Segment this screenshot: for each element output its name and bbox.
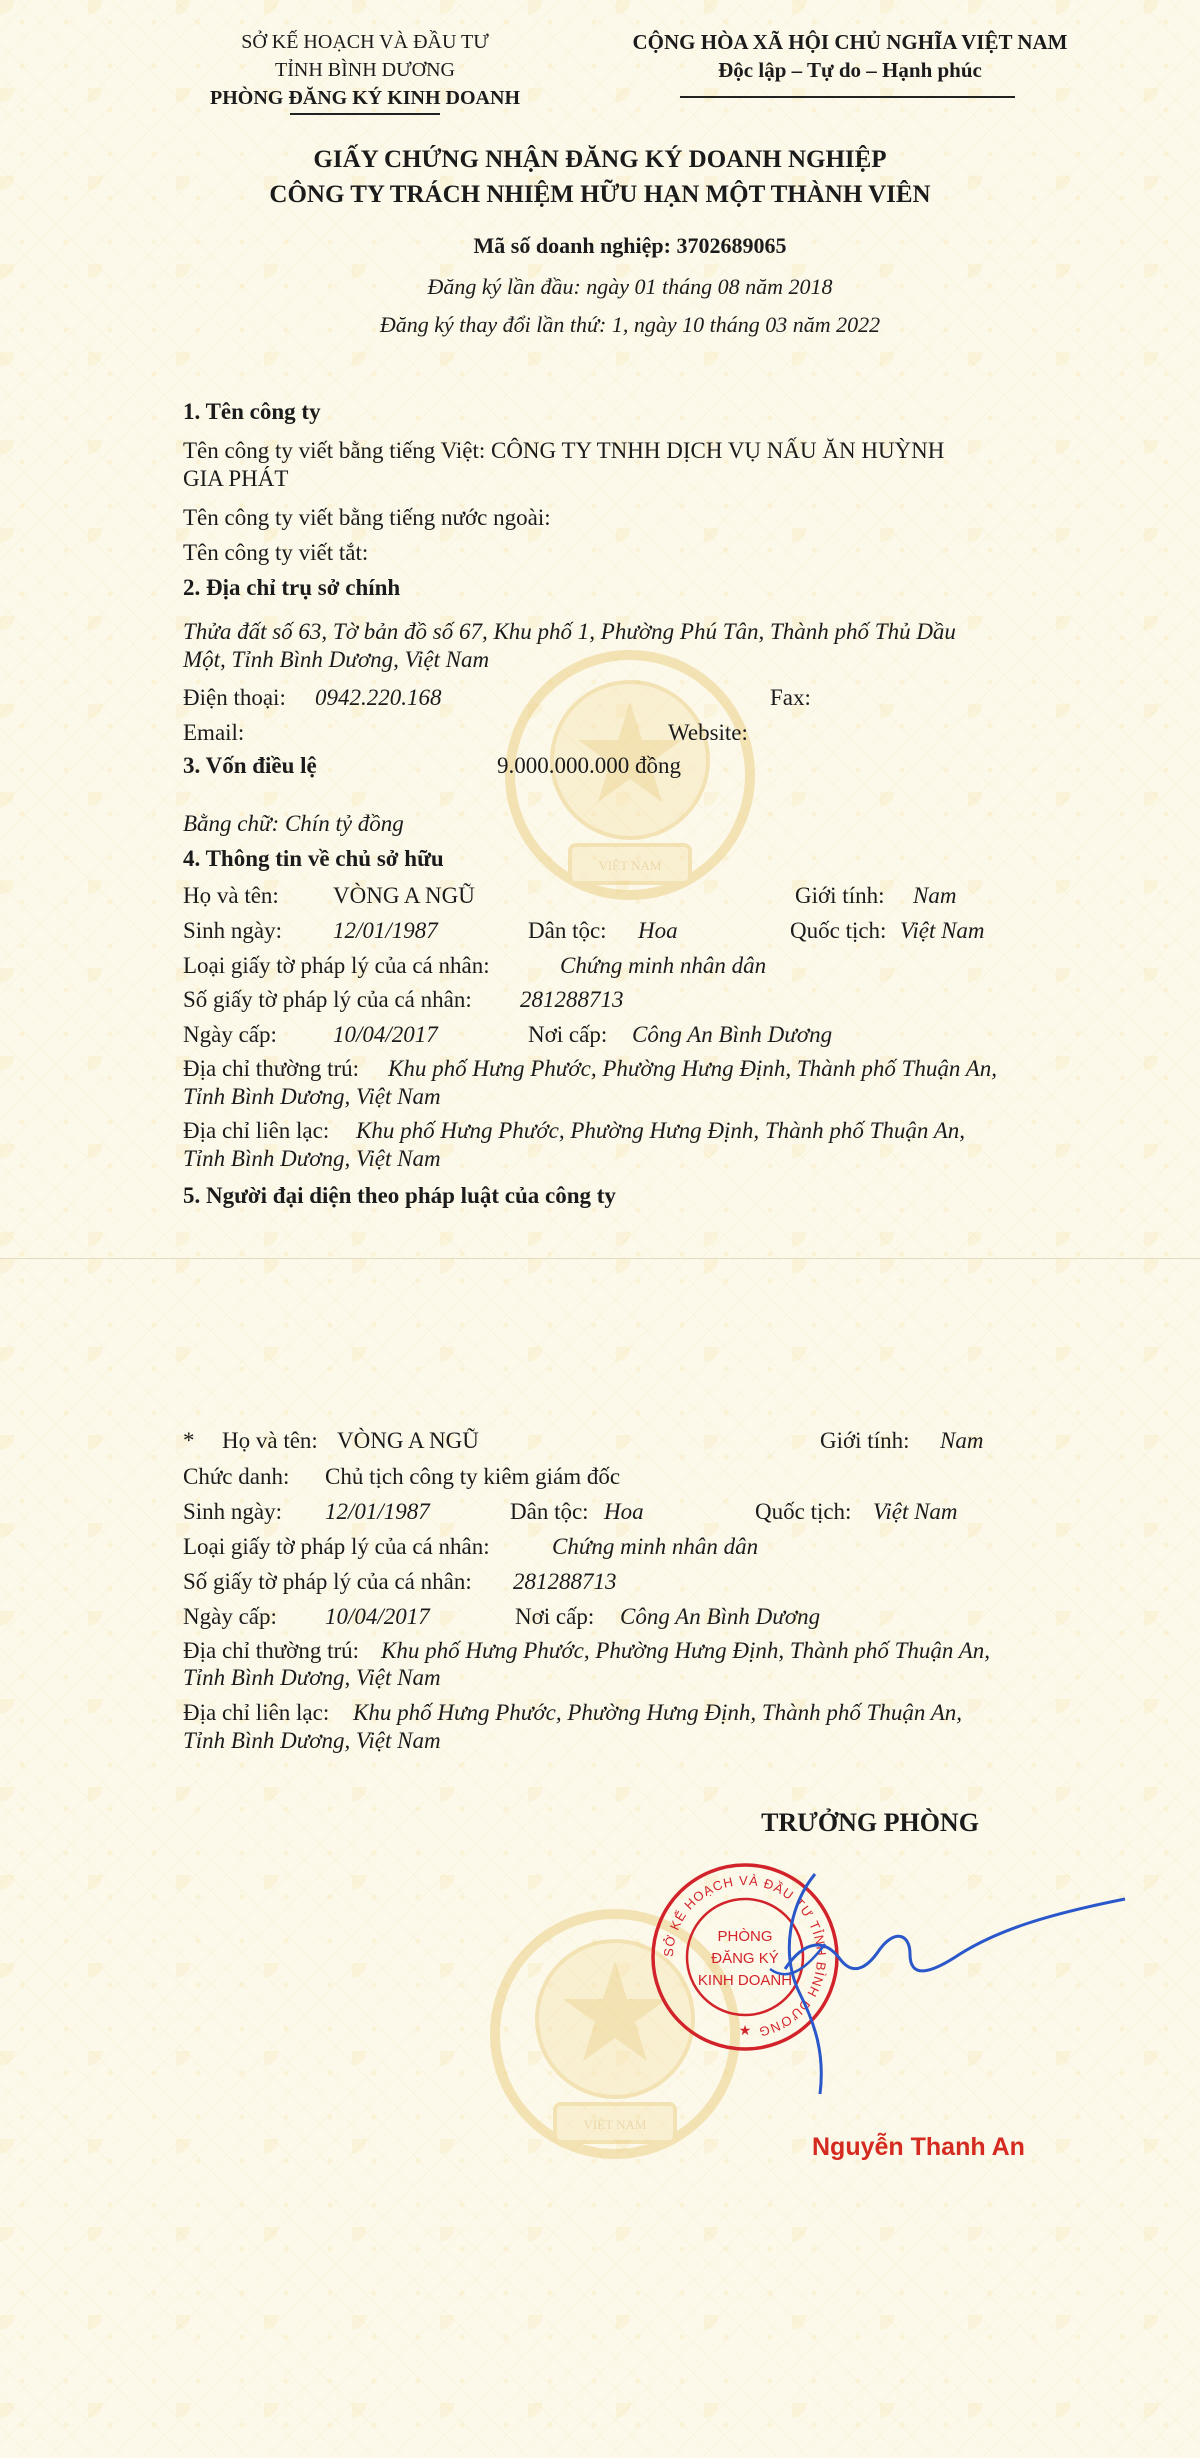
company-foreign-name: Tên công ty viết bằng tiếng nước ngoài: bbox=[183, 505, 551, 530]
rep-perm-address-line2: Tỉnh Bình Dương, Việt Nam bbox=[183, 1665, 441, 1690]
owner-perm-address-line1: Khu phố Hưng Phước, Phường Hưng Định, Thành phố Thuận An, bbox=[388, 1056, 998, 1081]
rep-title-value: Chủ tịch công ty kiêm giám đốc bbox=[325, 1464, 621, 1489]
owner-dob-label: Sinh ngày: bbox=[183, 918, 283, 943]
section5-heading: 5. Người đại diện theo pháp luật của công ty bbox=[183, 1183, 616, 1208]
owner-perm-address-label: Địa chỉ thường trú: bbox=[183, 1056, 360, 1081]
rep-contact-address-line2: Tỉnh Bình Dương, Việt Nam bbox=[183, 1728, 441, 1753]
enterprise-code: Mã số doanh nghiệp: 3702689065 bbox=[473, 233, 787, 258]
rep-nationality-label: Quốc tịch: bbox=[755, 1499, 852, 1524]
owner-name-value: VÒNG A NGŨ bbox=[333, 883, 475, 908]
rep-name-label: Họ và tên: bbox=[222, 1428, 318, 1453]
owner-issue-date-value: 10/04/2017 bbox=[333, 1022, 438, 1047]
company-vn-name-line1: Tên công ty viết bằng tiếng Việt: CÔNG TY TNHH DỊCH VỤ NẤU ĂN HUỲNH bbox=[183, 438, 945, 463]
rep-issue-date-value: 10/04/2017 bbox=[325, 1604, 430, 1629]
website-label: Website: bbox=[668, 720, 748, 745]
section3-heading: 3. Vốn điều lệ bbox=[183, 753, 317, 778]
rep-issue-date-label: Ngày cấp: bbox=[183, 1604, 277, 1629]
header-right-underline bbox=[680, 96, 1015, 98]
signer-role: TRƯỞNG PHÒNG bbox=[761, 1808, 979, 1837]
stamp-center-line1: PHÒNG bbox=[717, 1928, 773, 1945]
stamp-center-line2: ĐĂNG KÝ bbox=[711, 1950, 779, 1967]
emblem-ribbon-text-2: VIỆT NAM bbox=[583, 2117, 647, 2132]
owner-nationality-label: Quốc tịch: bbox=[790, 918, 887, 943]
owner-contact-address-line1: Khu phố Hưng Phước, Phường Hưng Định, Thành phố Thuận An, bbox=[356, 1118, 966, 1143]
head-office-address-line2: Một, Tỉnh Bình Dương, Việt Nam bbox=[183, 647, 490, 672]
owner-nationality-value: Việt Nam bbox=[900, 918, 985, 943]
rep-name-value: VÒNG A NGŨ bbox=[337, 1428, 479, 1453]
signer-name: Nguyễn Thanh An bbox=[812, 2133, 1025, 2161]
owner-doc-no-value: 281288713 bbox=[520, 987, 624, 1012]
header-left-line3: PHÒNG ĐĂNG KÝ KINH DOANH bbox=[210, 87, 520, 109]
owner-contact-address-label: Địa chỉ liên lạc: bbox=[183, 1118, 330, 1143]
owner-gender-value: Nam bbox=[913, 883, 957, 908]
rep-gender-label: Giới tính: bbox=[820, 1428, 910, 1453]
owner-doc-no-label: Số giấy tờ pháp lý của cá nhân: bbox=[183, 987, 472, 1012]
section1-heading: 1. Tên công ty bbox=[183, 399, 321, 424]
email-label: Email: bbox=[183, 720, 245, 745]
header-right-line1: CỘNG HÒA XÃ HỘI CHỦ NGHĨA VIỆT NAM bbox=[632, 30, 1068, 54]
owner-issue-place-label: Nơi cấp: bbox=[528, 1022, 608, 1047]
owner-dob-value: 12/01/1987 bbox=[333, 918, 438, 943]
rep-contact-address-line1: Khu phố Hưng Phước, Phường Hưng Định, Thành phố Thuận An, bbox=[353, 1700, 963, 1725]
rep-issue-place-label: Nơi cấp: bbox=[515, 1604, 595, 1629]
phone-label: Điện thoại: bbox=[183, 685, 286, 710]
rep-nationality-value: Việt Nam bbox=[873, 1499, 958, 1524]
rep-ethnic-value: Hoa bbox=[604, 1499, 644, 1524]
rep-dob-label: Sinh ngày: bbox=[183, 1499, 283, 1524]
rep-perm-address-line1: Khu phố Hưng Phước, Phường Hưng Định, Thành phố Thuận An, bbox=[381, 1638, 991, 1663]
header-left-underline bbox=[290, 113, 440, 115]
rep-ethnic-label: Dân tộc: bbox=[510, 1499, 589, 1524]
owner-contact-address-line2: Tỉnh Bình Dương, Việt Nam bbox=[183, 1146, 441, 1171]
charter-capital: 9.000.000.000 đồng bbox=[497, 753, 681, 778]
stamp-center-line3: KINH DOANH bbox=[697, 1972, 793, 1989]
rep-issue-place-value: Công An Bình Dương bbox=[620, 1604, 821, 1629]
header-left-line2: TỈNH BÌNH DƯƠNG bbox=[275, 59, 455, 81]
section2-heading: 2. Địa chỉ trụ sở chính bbox=[183, 575, 401, 600]
owner-ethnic-value: Hoa bbox=[638, 918, 678, 943]
rep-gender-value: Nam bbox=[940, 1428, 984, 1453]
company-vn-name-line2: GIA PHÁT bbox=[183, 466, 289, 491]
national-emblem-watermark bbox=[470, 640, 790, 940]
owner-perm-address-line2: Tỉnh Bình Dương, Việt Nam bbox=[183, 1084, 441, 1109]
section4-heading: 4. Thông tin về chủ sở hữu bbox=[183, 846, 444, 871]
amendment-date: Đăng ký thay đổi lần thứ: 1, ngày 10 tháng 03 năm 2022 bbox=[379, 312, 881, 337]
handwritten-signature bbox=[730, 1844, 1130, 2124]
rep-doc-no-label: Số giấy tờ pháp lý của cá nhân: bbox=[183, 1569, 472, 1594]
rep-title-label: Chức danh: bbox=[183, 1464, 290, 1489]
owner-doc-type-label: Loại giấy tờ pháp lý của cá nhân: bbox=[183, 953, 490, 978]
document-title: GIẤY CHỨNG NHẬN ĐĂNG KÝ DOANH NGHIỆP bbox=[313, 146, 887, 173]
owner-issue-date-label: Ngày cấp: bbox=[183, 1022, 277, 1047]
page-2 bbox=[0, 1258, 1200, 2458]
header-left-line1: SỞ KẾ HOẠCH VÀ ĐẦU TƯ bbox=[241, 31, 489, 53]
owner-gender-label: Giới tính: bbox=[795, 883, 885, 908]
representative-bullet: * bbox=[183, 1428, 195, 1453]
rep-contact-address-label: Địa chỉ liên lạc: bbox=[183, 1700, 330, 1725]
owner-ethnic-label: Dân tộc: bbox=[528, 918, 607, 943]
rep-dob-value: 12/01/1987 bbox=[325, 1499, 430, 1524]
rep-doc-type-value: Chứng minh nhân dân bbox=[552, 1534, 759, 1559]
rep-doc-type-label: Loại giấy tờ pháp lý của cá nhân: bbox=[183, 1534, 490, 1559]
charter-capital-words: Bằng chữ: Chín tỷ đồng bbox=[183, 811, 404, 836]
stamp-star-icon: ★ bbox=[738, 2024, 752, 2039]
company-short-name: Tên công ty viết tắt: bbox=[183, 540, 369, 565]
rep-doc-no-value: 281288713 bbox=[513, 1569, 617, 1594]
owner-issue-place-value: Công An Bình Dương bbox=[632, 1022, 833, 1047]
stamp-ring-text: SỞ KẾ HOẠCH VÀ ĐẦU TƯ TỈNH BÌNH DƯƠNG bbox=[660, 1872, 830, 2040]
owner-doc-type-value: Chứng minh nhân dân bbox=[560, 953, 767, 978]
rep-perm-address-label: Địa chỉ thường trú: bbox=[183, 1638, 360, 1663]
header-right-line2: Độc lập – Tự do – Hạnh phúc bbox=[718, 58, 982, 82]
fax-label: Fax: bbox=[770, 685, 811, 710]
document-subtitle: CÔNG TY TRÁCH NHIỆM HỮU HẠN MỘT THÀNH VIÊN bbox=[269, 181, 931, 208]
emblem-ribbon-text: VIỆT NAM bbox=[598, 858, 662, 873]
first-registration-date: Đăng ký lần đầu: ngày 01 tháng 08 năm 2018 bbox=[427, 274, 833, 299]
owner-name-label: Họ và tên: bbox=[183, 883, 279, 908]
phone-value: 0942.220.168 bbox=[315, 685, 442, 710]
head-office-address-line1: Thửa đất số 63, Tờ bản đồ số 67, Khu phố 1, Phường Phú Tân, Thành phố Thủ Dầu bbox=[183, 619, 956, 644]
